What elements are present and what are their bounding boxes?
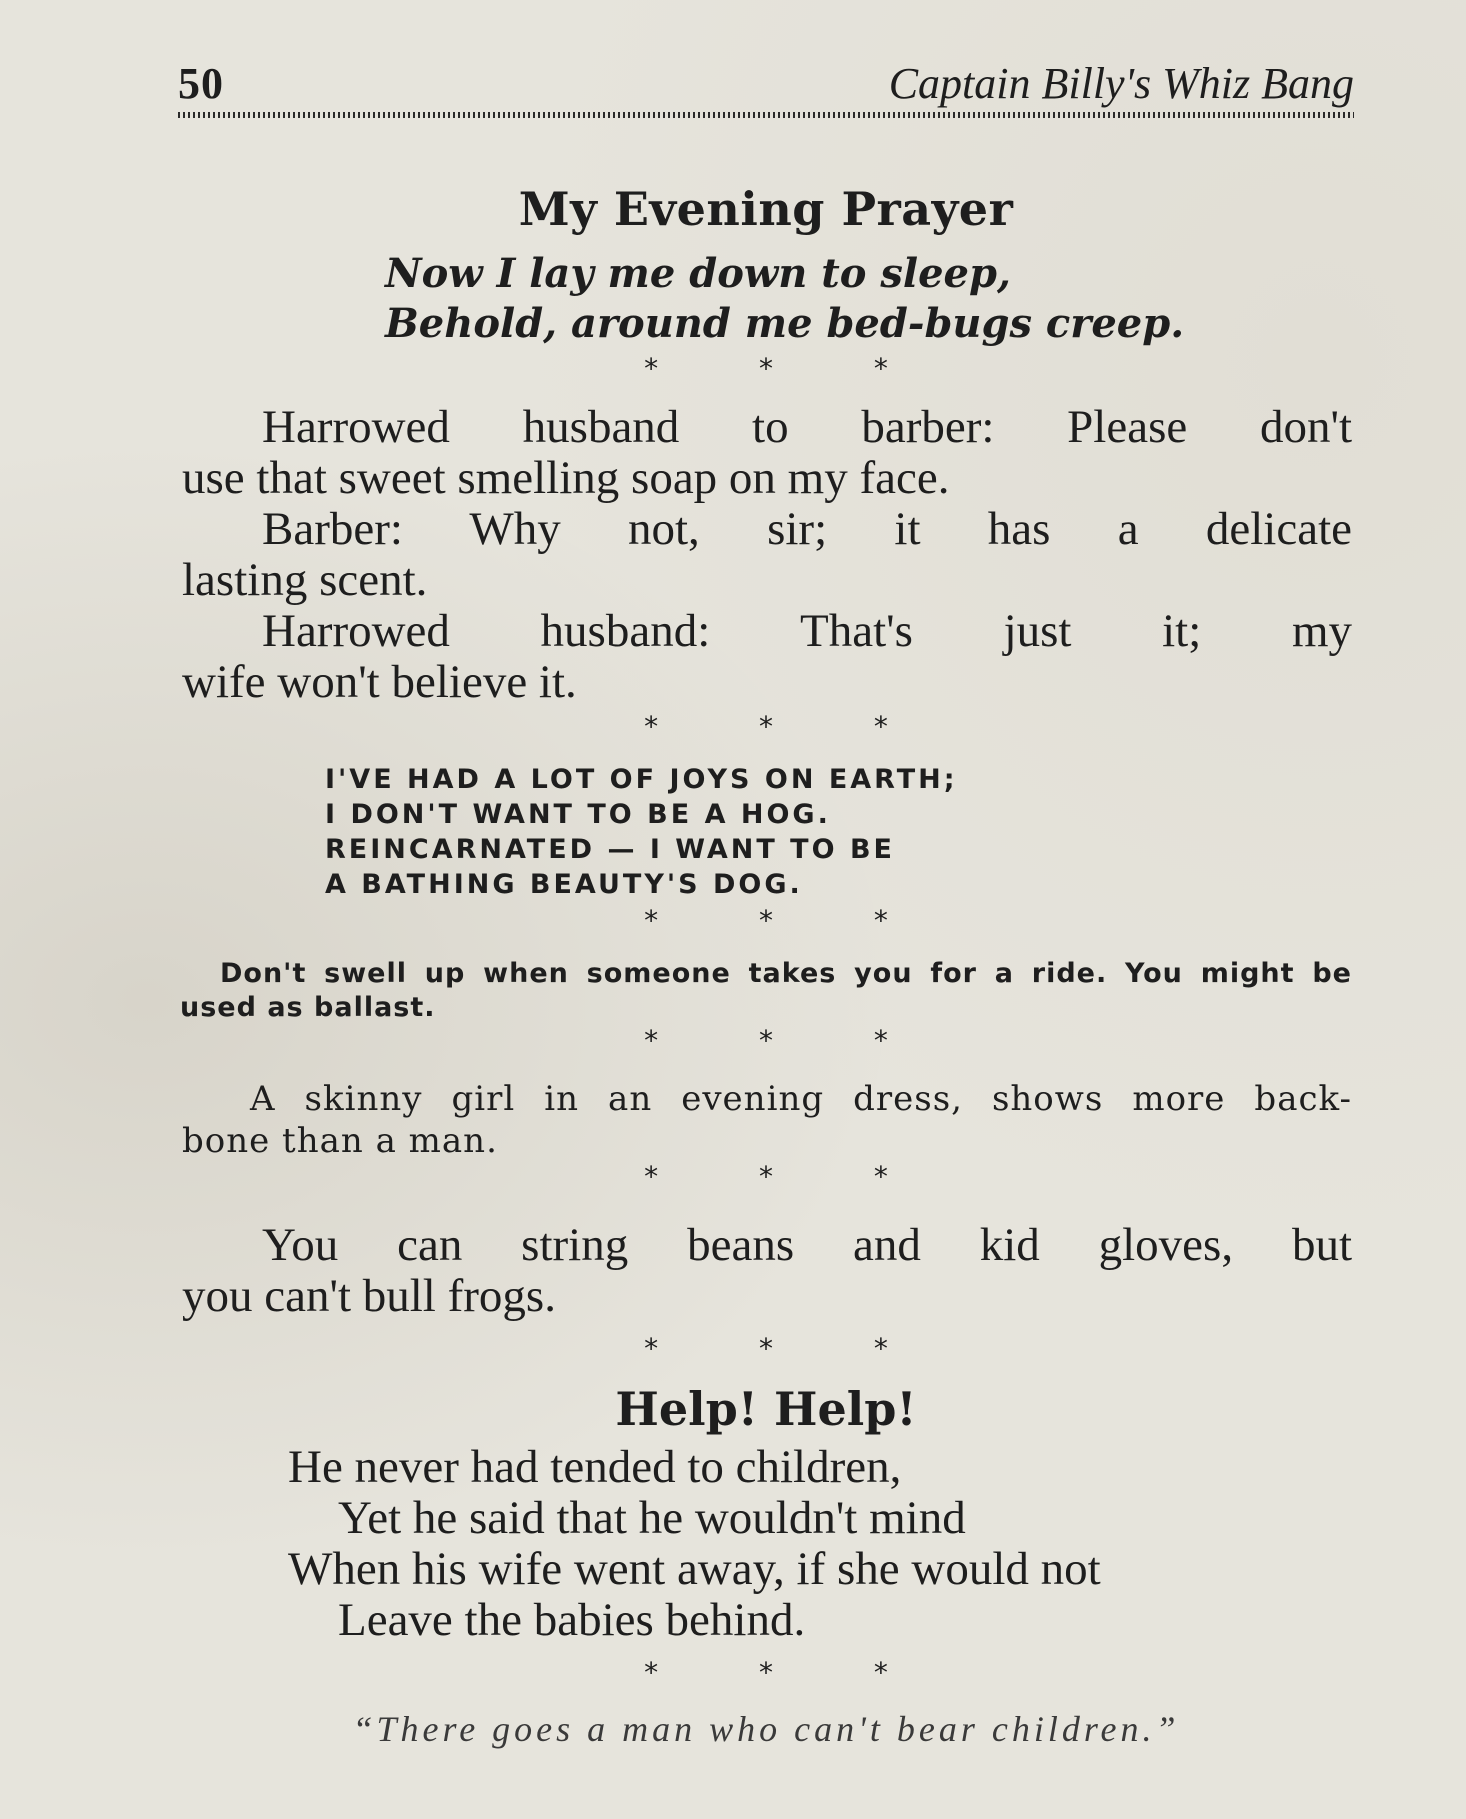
help-poem-line-3: When his wife went away, if she would not xyxy=(288,1543,1101,1595)
header-rule xyxy=(178,112,1354,118)
running-title: Captain Billy's Whiz Bang xyxy=(888,59,1354,108)
separator-stars: * * * xyxy=(644,1332,934,1365)
help-poem-line-4: Leave the babies behind. xyxy=(338,1594,806,1646)
prayer-line-2: Behold, around me bed-bugs creep. xyxy=(385,300,1185,347)
prayer-line-1: Now I lay me down to sleep, xyxy=(385,250,1011,297)
joke-line: You can string beans and kid gloves, but xyxy=(262,1219,1352,1271)
page-header xyxy=(178,58,1354,118)
separator-stars: * * * xyxy=(644,1160,934,1193)
ballast-joke xyxy=(180,957,1352,1025)
joke-line: wife won't believe it. xyxy=(182,656,577,708)
poem-line: I DON'T WANT TO BE A HOG. xyxy=(325,799,831,830)
poem-line: A BATHING BEAUTY'S DOG. xyxy=(325,869,803,900)
joke-line: used as ballast. xyxy=(180,992,436,1023)
joke-line: Barber: Why not, sir; it has a delicate xyxy=(262,503,1352,555)
joke-line: Harrowed husband to barber: Please don't xyxy=(262,401,1352,453)
joke-line: Don't swell up when someone takes you for a ride. You might be xyxy=(220,958,1352,989)
skinny-girl-joke xyxy=(182,1078,1352,1162)
separator-stars: * * * xyxy=(644,1656,934,1689)
separator-stars: * * * xyxy=(644,352,934,385)
help-poem-line-1: He never had tended to children, xyxy=(288,1441,902,1493)
separator-stars: * * * xyxy=(644,710,934,743)
separator-stars: * * * xyxy=(644,1024,934,1057)
page-number: 50 xyxy=(178,59,224,108)
closing-quote: “There goes a man who can't bear children.” xyxy=(352,1709,1180,1749)
poem-line: I'VE HAD A LOT OF JOYS ON EARTH; xyxy=(325,764,958,795)
section-title-evening-prayer: My Evening Prayer xyxy=(518,182,1014,236)
section-title-help: Help! Help! xyxy=(615,1382,917,1436)
joke-line: use that sweet smelling soap on my face. xyxy=(182,452,950,504)
barber-joke xyxy=(182,402,1352,708)
joke-line: bone than a man. xyxy=(182,1121,498,1161)
joke-line: Harrowed husband: That's just it; my xyxy=(262,605,1352,657)
joke-line: A skinny girl in an evening dress, shows more back- xyxy=(250,1079,1352,1119)
separator-stars: * * * xyxy=(644,904,934,937)
bathing-beauty-poem xyxy=(325,762,958,902)
joke-line: lasting scent. xyxy=(182,554,428,606)
bull-frogs-joke xyxy=(182,1220,1352,1322)
help-poem-line-2: Yet he said that he wouldn't mind xyxy=(338,1492,966,1544)
joke-line: you can't bull frogs. xyxy=(182,1270,556,1322)
poem-line: REINCARNATED — I WANT TO BE xyxy=(325,834,895,865)
